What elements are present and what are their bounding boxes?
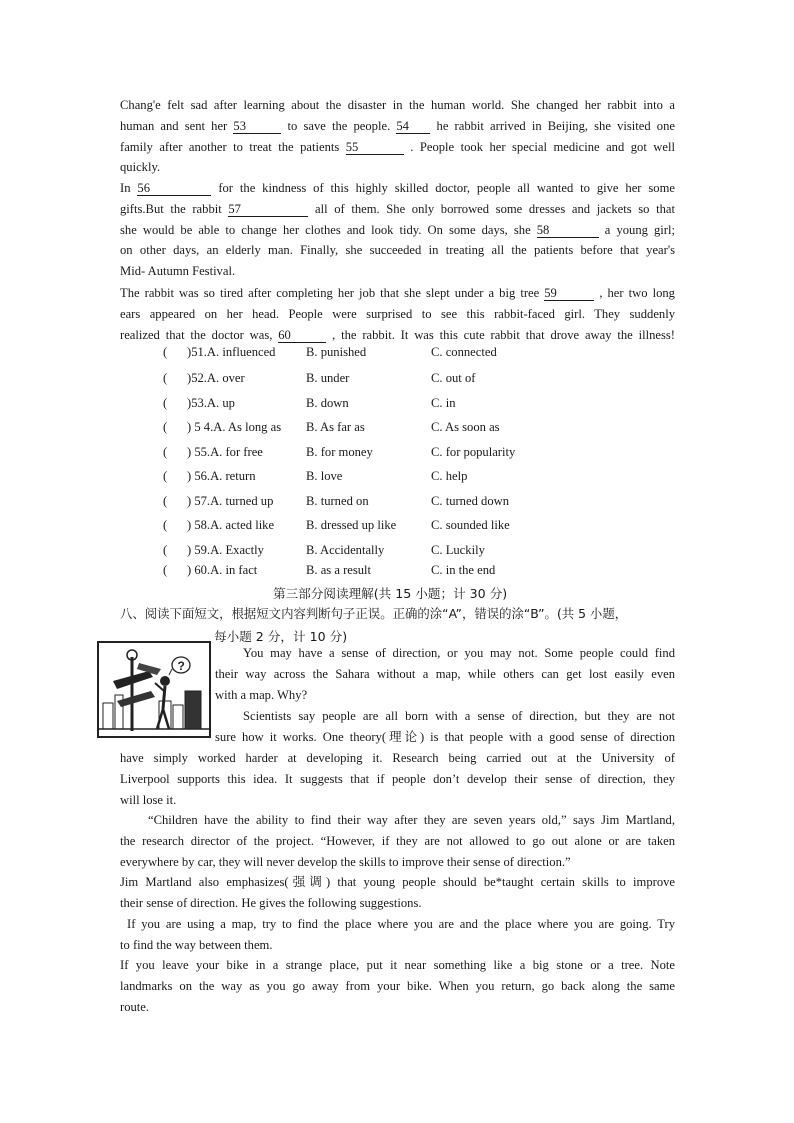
blank-54: 54 (396, 119, 430, 134)
text-line: their sense of direction. He gives the following suggestions. (120, 895, 422, 910)
section-8-instructions: 八、阅读下面短文，根据短文内容判断句子正误。正确的涂“A”，错误的涂“B”。(共 5 小题， (120, 606, 628, 621)
text-line: with a map. Why? (215, 687, 308, 702)
question-mark-icon: ? (177, 659, 185, 673)
text-fragment: . People took her special medicine and got well (410, 139, 675, 154)
answer-paren[interactable]: ( (163, 445, 168, 459)
person-leg (163, 709, 169, 729)
option-a: ) 57.A. turned up (187, 494, 274, 508)
option-a: ) 60.A. in fact (187, 563, 258, 577)
building-icon (185, 691, 201, 729)
text-line: If you are using a map, try to find the place where you are and the place where you are going. Try (127, 917, 675, 931)
option-a: ) 59.A. Exactly (187, 543, 264, 557)
reading-paragraph-4 (120, 872, 675, 914)
answer-paren[interactable]: ( (163, 469, 168, 483)
text-line: will lose it. (120, 792, 177, 807)
text-line: everywhere by car, they will never develop the skills to improve their sense of direction.” (120, 854, 571, 869)
answer-paren[interactable]: ( (163, 518, 168, 532)
option-c: C. Luckily (431, 543, 485, 557)
option-c: C. help (431, 469, 468, 483)
text-line (120, 137, 675, 158)
person-leg (157, 709, 163, 729)
text-line: ears appeared on her head. People were surprised to see this rabbit-faced girl. They suddenly (120, 306, 675, 321)
option-c: C. turned down (431, 494, 510, 508)
answer-paren[interactable]: ( (163, 563, 168, 577)
blank-57: 57 (228, 202, 308, 217)
text-fragment: , the rabbit. It was this cute rabbit that drove away the illness! (332, 327, 675, 342)
building-icon (103, 703, 113, 729)
option-a: )52.A. over (187, 371, 245, 385)
option-c: C. for popularity (431, 445, 516, 459)
cloze-paragraph-3 (120, 283, 675, 345)
text-line: “Children have the ability to find their way after they are seven years old,” says Jim Martland, (148, 813, 675, 827)
reading-paragraph-3 (120, 810, 675, 872)
text-line: Mid- Autumn Festival. (120, 264, 236, 279)
option-c: C. in the end (431, 563, 496, 577)
cloze-paragraph-2 (120, 178, 675, 282)
option-b: B. down (306, 396, 349, 410)
text-fragment: she would be able to change her clothes and look tidy. On some days, she (120, 222, 531, 237)
option-b: B. As far as (306, 420, 365, 434)
option-a: )51.A. influenced (187, 345, 276, 359)
building-icon (173, 705, 183, 729)
answer-paren[interactable]: ( (163, 345, 168, 359)
text-line: landmarks on the way as you go away from your bike. When you return, go back along the same (120, 978, 675, 993)
option-c: C. sounded like (431, 518, 510, 532)
text-fragment: , her two long (599, 286, 675, 300)
text-line: have simply worked harder at developing it. Research being carried out at the University of (120, 751, 675, 765)
text-line: Scientists say people are all born with a sense of direction, but they are not (243, 709, 675, 723)
text-fragment: all of them. She only borrowed some dresses and jackets so that (315, 201, 675, 216)
text-line: Liverpool supports this idea. It suggests that if people don’t develop their sense of direction, they (120, 771, 675, 786)
text-line (120, 116, 675, 137)
text-fragment: family after another to treat the patients (120, 139, 340, 154)
text-line: You may have a sense of direction, or you may not. Some people could find (243, 646, 675, 660)
blank-53: 53 (233, 119, 281, 134)
option-c: C. connected (431, 345, 497, 359)
option-c: C. out of (431, 371, 476, 385)
text-line: their way across the Sahara without a map, while others can get lost easily even (215, 666, 675, 681)
text-line (120, 325, 675, 346)
option-b: B. punished (306, 345, 367, 359)
reading-paragraph-2b (120, 748, 675, 810)
text-fragment: for the kindness of this highly skilled doctor, people all wanted to give her some (218, 181, 675, 195)
option-b: B. as a result (306, 563, 372, 577)
option-a: ) 56.A. return (187, 469, 256, 483)
text-fragment: In (120, 181, 131, 195)
option-a: ) 55.A. for free (187, 445, 263, 459)
blank-60: 60 (278, 328, 326, 343)
reading-paragraph-5 (120, 914, 675, 956)
direction-illustration (97, 641, 211, 738)
blank-59: 59 (544, 286, 594, 301)
option-b: B. love (306, 469, 343, 483)
reading-paragraph-6 (120, 955, 675, 1017)
text-line: quickly. (120, 160, 161, 175)
option-a: ) 5 4.A. As long as (187, 420, 282, 434)
answer-paren[interactable]: ( (163, 420, 168, 434)
section-3-title: 第三部分阅读理解(共 15 小题；计 30 分) (273, 586, 508, 601)
text-fragment: gifts.But the rabbit (120, 201, 222, 216)
text-line: Jim Martland also emphasizes(强调) that young people should be*taught certain skills to improve (120, 875, 675, 889)
text-fragment: he rabbit arrived in Beijing, she visited one (436, 118, 675, 133)
option-b: B. dressed up like (306, 518, 397, 532)
option-c: C. As soon as (431, 420, 500, 434)
text-line: to find the way between them. (120, 937, 273, 952)
blank-55: 55 (346, 140, 404, 155)
option-a: )53.A. up (187, 396, 235, 410)
option-b: B. under (306, 371, 350, 385)
answer-paren[interactable]: ( (163, 494, 168, 508)
text-fragment: The rabbit was so tired after completing her job that she slept under a big tree (120, 286, 540, 300)
text-line (120, 199, 675, 220)
option-a: ) 58.A. acted like (187, 518, 275, 532)
text-fragment: to save the people. (287, 118, 391, 133)
text-line: If you leave your bike in a strange place, put it near something like a big stone or a tree. Note (120, 958, 675, 972)
signpost-person-drawing (99, 643, 209, 736)
answer-paren[interactable]: ( (163, 543, 168, 557)
text-line: route. (120, 999, 150, 1014)
text-line: Chang'e felt sad after learning about the disaster in the human world. She changed her rabbit into a (120, 98, 675, 112)
text-line: the research director of the project. “However, if they are not allowed to go out alone or are taken (120, 833, 675, 848)
text-line: on other days, an elderly man. Finally, she succeeded in treating all the patients before that year's (120, 243, 675, 258)
option-c: C. in (431, 396, 456, 410)
text-line (120, 220, 675, 241)
text-fragment: realized that the doctor was, (120, 327, 273, 342)
answer-paren[interactable]: ( (163, 371, 168, 385)
text-line (120, 178, 675, 199)
section-8-scoring: 每小题 2 分，计 10 分) (214, 629, 348, 644)
blank-56: 56 (137, 181, 211, 196)
option-b: B. turned on (306, 494, 369, 508)
bubble-tail (169, 669, 172, 675)
cloze-paragraph-1 (120, 95, 675, 178)
option-b: B. Accidentally (306, 543, 385, 557)
text-line (120, 283, 675, 304)
option-b: B. for money (306, 445, 373, 459)
text-line: sure how it works. One theory(理论) is that people with a good sense of direction (215, 729, 675, 744)
reading-paragraph-1 (215, 643, 675, 705)
blank-58: 58 (537, 223, 599, 238)
answer-paren[interactable]: ( (163, 396, 168, 410)
person-head (160, 676, 170, 686)
reading-paragraph-2a (215, 706, 675, 748)
text-fragment: human and sent her (120, 118, 228, 133)
text-fragment: a young girl; (604, 222, 675, 237)
